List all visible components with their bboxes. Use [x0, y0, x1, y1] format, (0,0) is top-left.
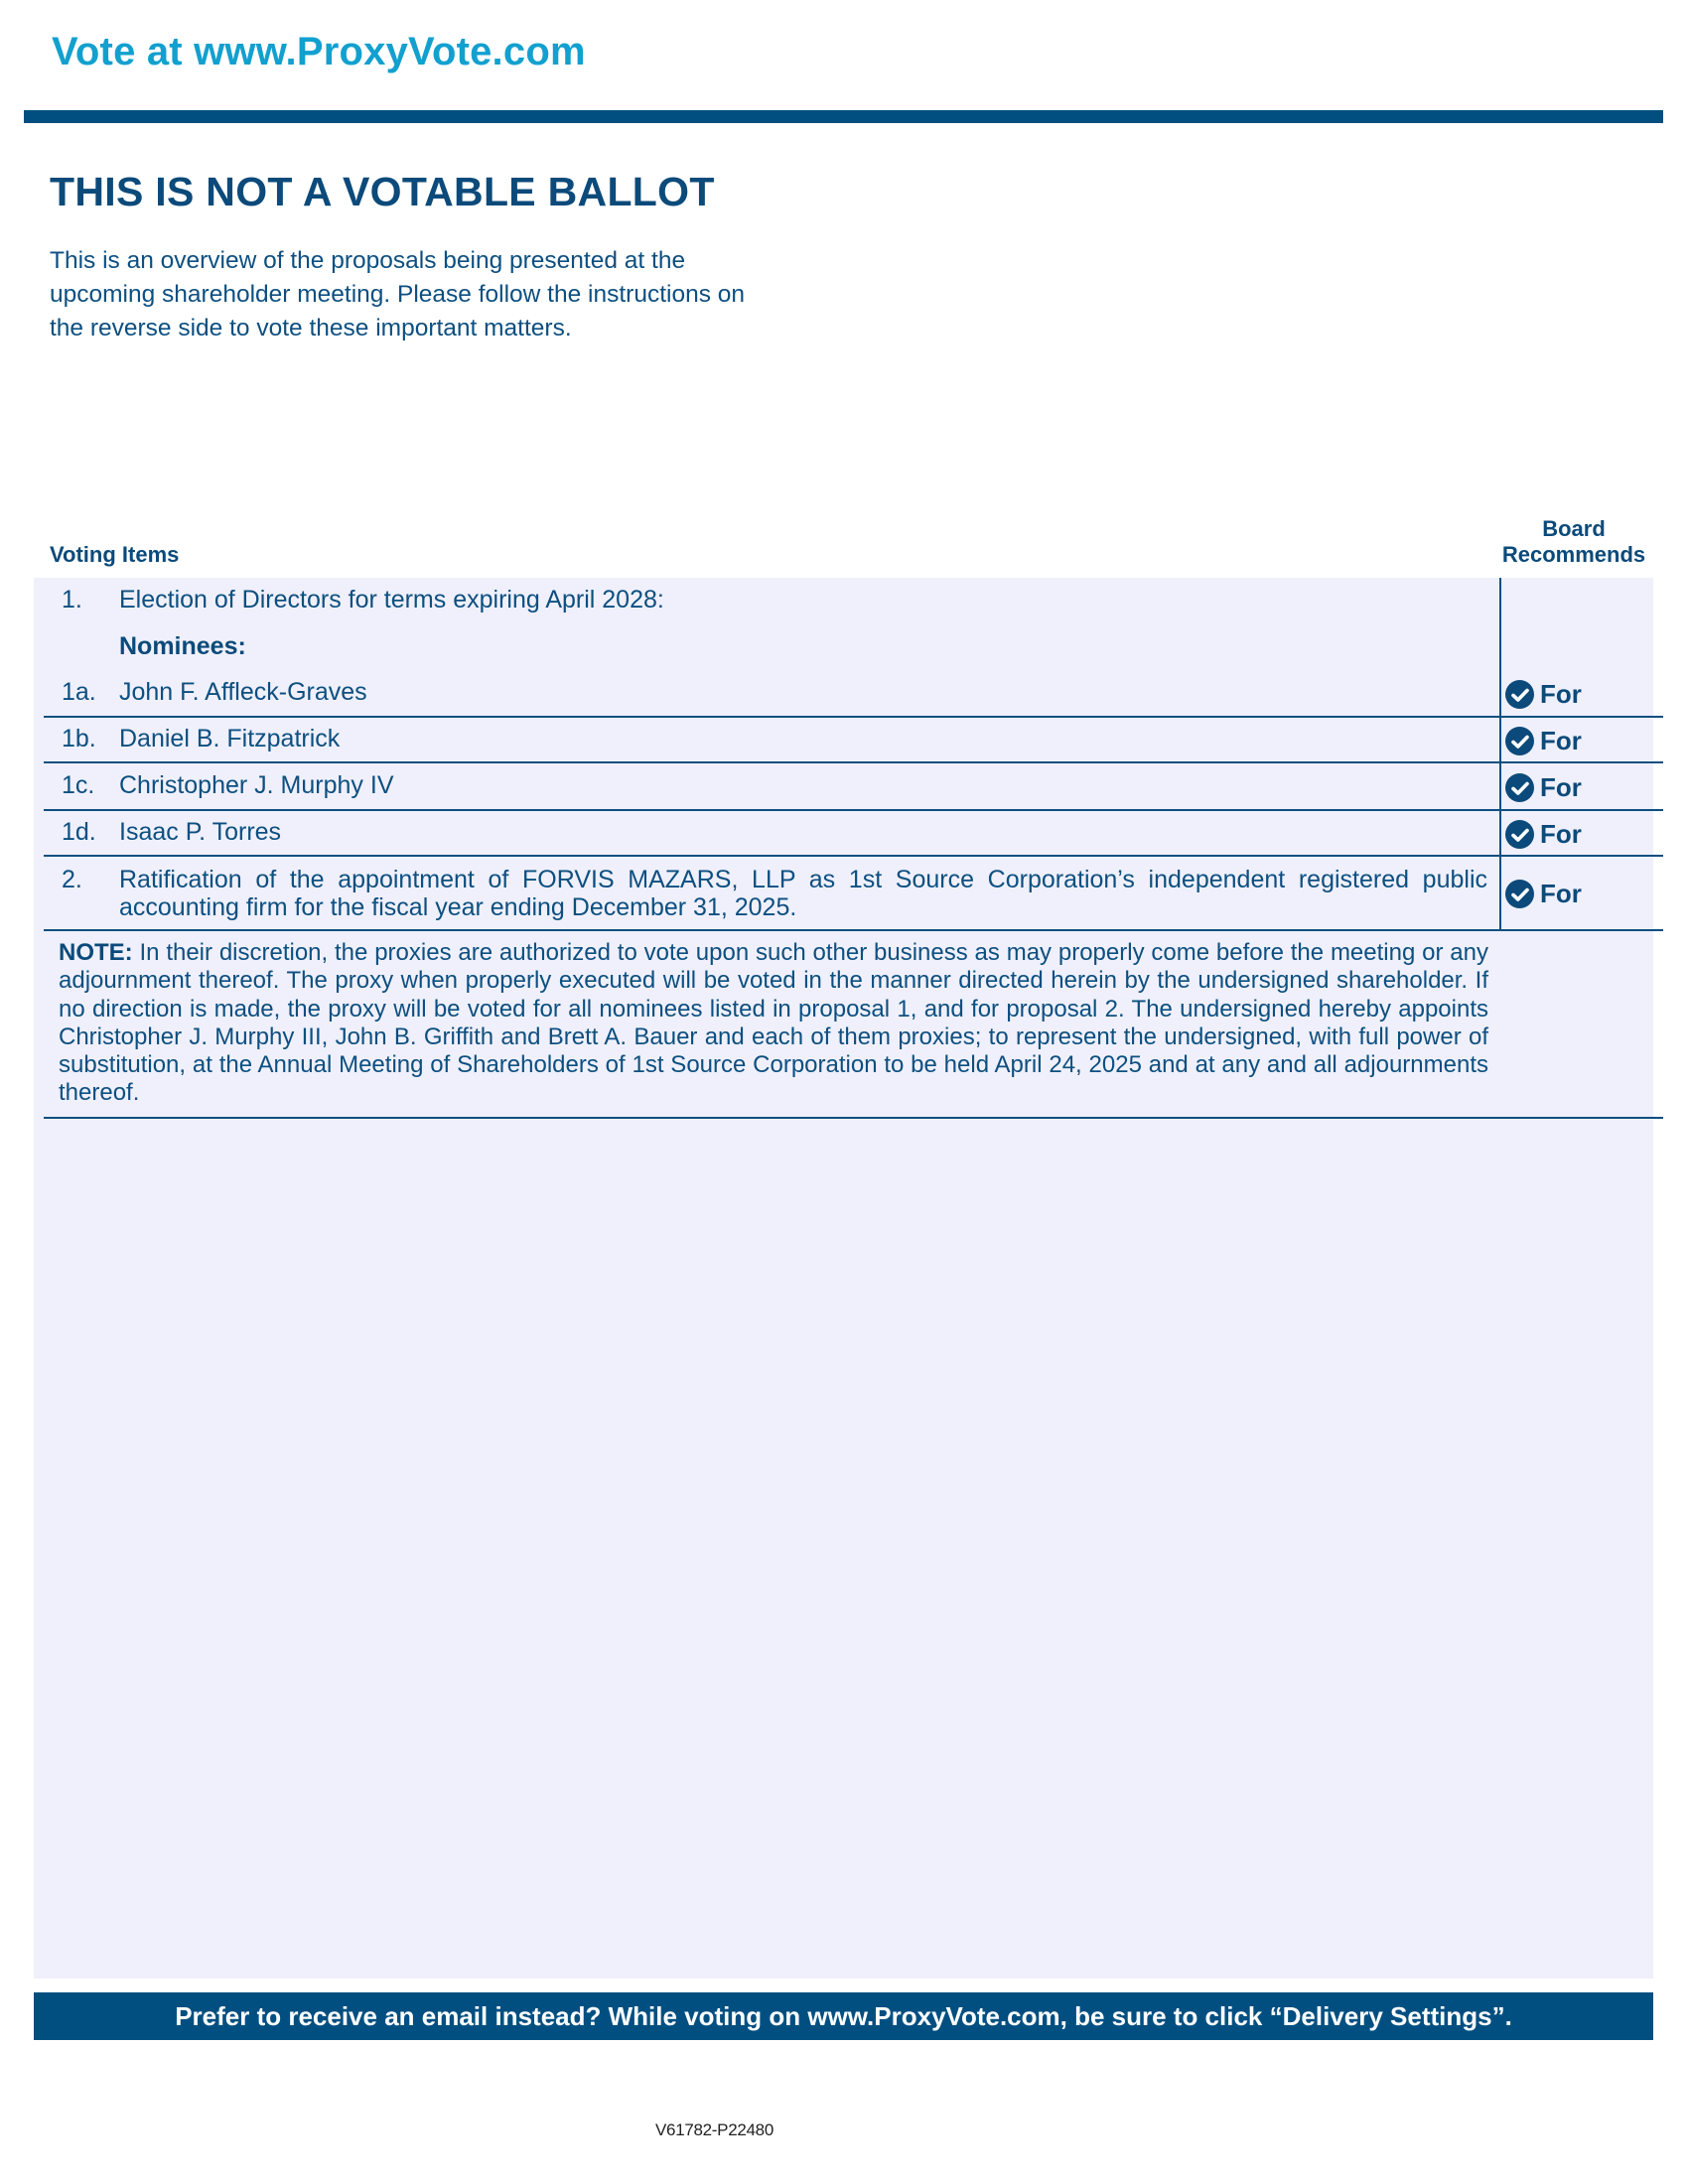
nominees-label: Nominees:: [119, 632, 246, 660]
proposal-1-number: 1.: [62, 586, 82, 614]
check-circle-icon: [1505, 880, 1534, 908]
check-circle-icon: [1505, 727, 1534, 755]
row-divider: [44, 929, 1663, 931]
board-recommendation: [1505, 819, 1582, 850]
check-circle-icon: [1505, 820, 1534, 849]
nominee-name: Christopher J. Murphy IV: [119, 771, 394, 799]
nominee-number: 1c.: [62, 771, 95, 799]
recommendation-label: For: [1540, 879, 1582, 908]
check-circle-icon: [1505, 680, 1534, 709]
note-text: In their discretion, the proxies are authorized to vote upon such other business as may properly come before the meeting or any adjournment thereof. The proxy when properly executed will be voted in the manner directed herein by the undersigned shareholder. If no direction is made, the proxy will be voted for all nominees listed in proposal 1, and for proposal 2. The undersigned hereby appoints Christopher J. Murphy III, John B. Griffith and Brett A. Bauer and each of them proxies; to represent the undersigned, with full power of substitution, at the Annual Meeting of Shareholders of 1st Source Corporation to be held April 24, 2025 and at any and all adjournments thereof.: [59, 939, 1488, 1107]
header-divider-bar: [24, 110, 1663, 123]
recommendation-label: For: [1540, 679, 1582, 709]
board-recommends-line2: Recommends: [1501, 542, 1646, 567]
recommendation-label: For: [1540, 819, 1582, 849]
board-recommends-header: [1489, 516, 1658, 568]
nominee-number: 1b.: [62, 725, 96, 752]
board-recommendation: [1505, 772, 1582, 803]
voting-items-header: Voting Items: [50, 542, 180, 567]
recommendation-label: For: [1540, 726, 1582, 755]
proposal-2-number: 2.: [62, 866, 82, 893]
note-paragraph: [59, 939, 1488, 1108]
row-divider: [44, 761, 1663, 763]
email-delivery-banner: [34, 1992, 1653, 2040]
proposal-2-text: Ratification of the appointment of FORVIS MAZARS, LLP as 1st Source Corporation’s independent registered public accounting firm for the fiscal year ending December 31, 2025.: [119, 866, 1487, 921]
note-divider: [44, 1117, 1663, 1119]
board-recommendation: [1505, 879, 1582, 909]
vote-at-proxyvote-link[interactable]: Vote at www.ProxyVote.com: [52, 30, 586, 73]
nominee-number: 1a.: [62, 678, 96, 706]
page-title: THIS IS NOT A VOTABLE BALLOT: [50, 169, 715, 214]
intro-line: This is an overview of the proposals being presented at the: [50, 247, 686, 274]
recommendation-label: For: [1540, 772, 1582, 802]
board-recommendation: [1505, 679, 1582, 710]
board-recommendation: [1505, 726, 1582, 756]
intro-line: upcoming shareholder meeting. Please follow the instructions on: [50, 281, 746, 308]
intro-paragraph: [50, 244, 844, 345]
nominee-name: Daniel B. Fitzpatrick: [119, 725, 341, 752]
check-circle-icon: [1505, 773, 1534, 802]
row-divider: [44, 716, 1663, 718]
proposal-1-text: Election of Directors for terms expiring April 2028:: [119, 586, 664, 614]
note-label: NOTE:: [59, 939, 133, 966]
banner-text: Prefer to receive an email instead? While voting on www.ProxyVote.com, be sure to click “Delivery Settings”.: [175, 2000, 1512, 2031]
nominee-name: Isaac P. Torres: [119, 818, 282, 846]
column-divider: [1499, 578, 1501, 930]
row-divider: [44, 855, 1663, 857]
board-recommends-line1: Board: [1542, 516, 1606, 541]
document-code: V61782-P22480: [655, 2120, 774, 2139]
row-divider: [44, 809, 1663, 811]
intro-line: the reverse side to vote these important matters.: [50, 315, 572, 341]
nominee-number: 1d.: [62, 818, 96, 846]
nominee-name: John F. Affleck-Graves: [119, 678, 367, 706]
